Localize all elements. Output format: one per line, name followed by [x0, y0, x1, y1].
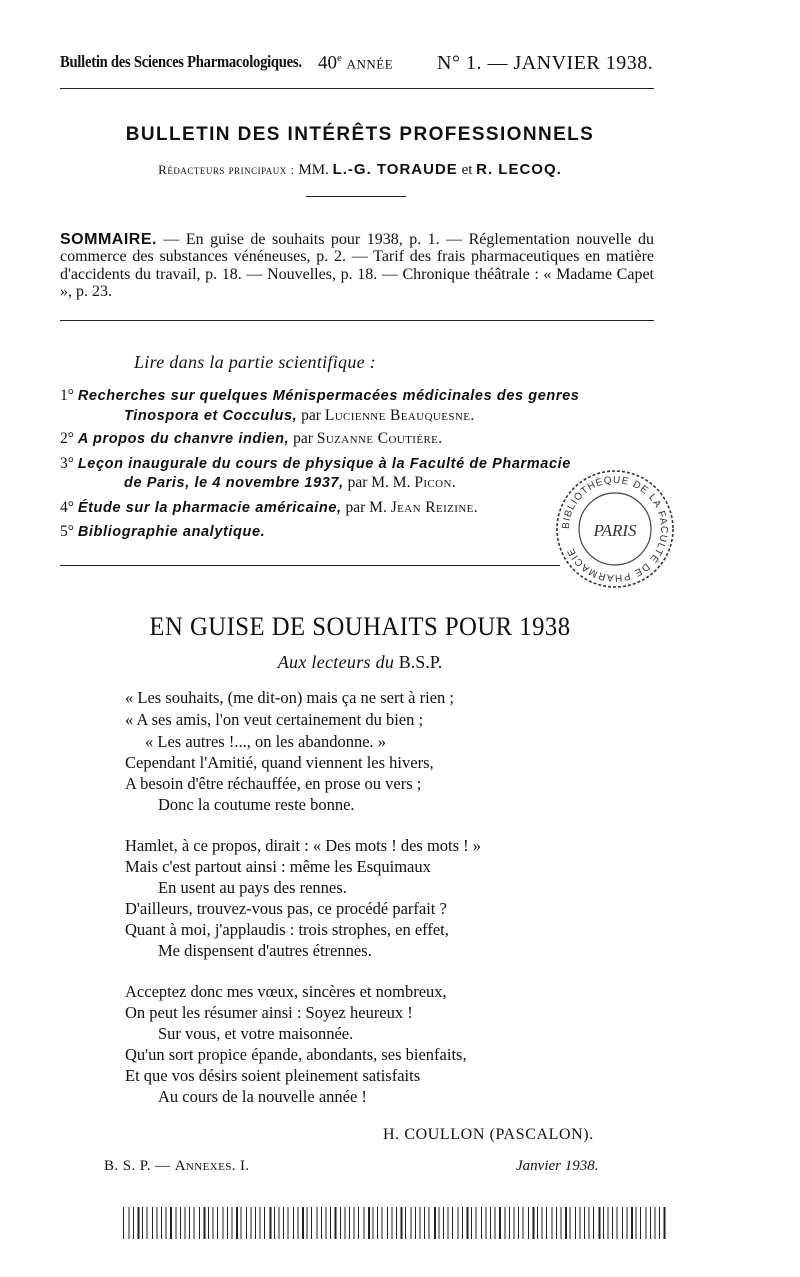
barcode-bar — [194, 1207, 195, 1239]
scientific-heading: Lire dans la partie scientifique : — [134, 352, 377, 372]
barcode-bar — [129, 1207, 130, 1239]
barcode-bar — [147, 1207, 148, 1239]
barcode-bar — [439, 1207, 440, 1239]
barcode-bar — [293, 1207, 294, 1239]
barcode-bar — [217, 1207, 218, 1239]
barcode-bar — [387, 1207, 388, 1239]
article-title: EN GUISE DE SOUHAITS POUR 1938 — [149, 612, 571, 641]
poem-line: Sur vous, et votre maisonnée. — [158, 1024, 354, 1043]
bulletin-title: BULLETIN DES INTÉRÊTS PROFESSIONNELS — [125, 124, 595, 145]
barcode-bar — [580, 1207, 581, 1239]
barcode-bar — [627, 1207, 628, 1239]
barcode-bar — [330, 1207, 331, 1239]
barcode-bar — [241, 1207, 242, 1239]
barcode-bar — [302, 1207, 304, 1239]
journal-title: Bulletin des Sciences Pharmacologiques. — [60, 52, 302, 71]
barcode-bar — [161, 1207, 162, 1239]
barcode-bar — [486, 1207, 487, 1239]
barcode-bar — [232, 1207, 233, 1239]
barcode-bar — [589, 1207, 590, 1239]
poem-line: D'ailleurs, trouvez-vous pas, ce procédé parfait ? — [125, 899, 447, 918]
barcode-bar — [358, 1207, 359, 1239]
barcode-bar — [180, 1207, 181, 1239]
toc-item-1-cont: Tinospora et Cocculus, par Lucienne Beauquesne. — [124, 407, 475, 424]
barcode-bar — [640, 1207, 641, 1239]
barcode-bar — [345, 1207, 346, 1239]
poem-line: Quant à moi, j'applaudis : trois strophes, en effet, — [125, 920, 449, 939]
summary-paragraph: SOMMAIRE. — En guise de souhaits pour 1938, p. 1. — Réglementation nouvelle du commerce des substances vénéneuses, p. 2. — Tarif des frais pharmaceutiques en matière d'accidents du travail, p. 18. — Nouvelles, p. 18. — Chronique théâtrale : « Madame Capet », p. 23. — [60, 231, 654, 301]
barcode-bar — [123, 1207, 124, 1239]
barcode-bar — [152, 1207, 153, 1239]
barcode-bar — [246, 1207, 247, 1239]
barcode-bar — [505, 1207, 506, 1239]
poem-line: Et que vos désirs soient pleinement satisfaits — [125, 1066, 421, 1085]
summary-rule — [60, 320, 654, 321]
barcode-bar — [537, 1207, 538, 1239]
barcode-bar — [157, 1207, 158, 1239]
barcode-bar — [415, 1207, 416, 1239]
barcode-bar — [481, 1207, 482, 1239]
stamp-ring-text: BIBLIOTHÈQUE DE LA FACULTÉ DE PHARMACIE — [560, 474, 670, 584]
barcode-bar — [429, 1207, 430, 1239]
toc-item-4: 4° Étude sur la pharmacie américaine, par M. Jean Reizine. — [60, 499, 479, 516]
poem-line: Mais c'est partout ainsi : même les Esquimaux — [125, 857, 431, 876]
barcode-bar — [561, 1207, 562, 1239]
poem-line: Donc la coutume reste bonne. — [158, 795, 355, 814]
article-subtitle: Aux lecteurs du B.S.P. — [277, 652, 443, 672]
barcode-bar — [636, 1207, 637, 1239]
barcode-bar — [311, 1207, 312, 1239]
stamp-center-text: PARIS — [593, 521, 637, 540]
barcode-bar — [340, 1207, 341, 1239]
barcode-bar — [283, 1207, 284, 1239]
library-stamp — [552, 466, 678, 592]
barcode-bar — [255, 1207, 256, 1239]
barcode-bar — [533, 1207, 535, 1239]
barcode-bar — [307, 1207, 308, 1239]
barcode-bar — [317, 1207, 318, 1239]
barcode-bar — [166, 1207, 167, 1239]
barcode-bar — [552, 1207, 553, 1239]
toc-item-2: 2° A propos du chanvre indien, par Suzanne Coutière. — [60, 430, 443, 447]
header-rule — [60, 88, 654, 89]
barcode-bar — [349, 1207, 350, 1239]
volume-year: 40e ANNÉE — [318, 52, 394, 74]
barcode-bar — [546, 1207, 547, 1239]
barcode-bar — [593, 1207, 594, 1239]
barcode-bar — [298, 1207, 299, 1239]
barcode-bar — [279, 1207, 280, 1239]
barcode-bar — [321, 1207, 322, 1239]
barcode-bar — [584, 1207, 585, 1239]
toc-item-5: 5° Bibliographie analytique. — [60, 523, 266, 540]
barcode-bar — [664, 1207, 666, 1239]
barcode-bar — [420, 1207, 421, 1239]
barcode-bar — [368, 1207, 370, 1239]
barcode-bar — [570, 1207, 571, 1239]
barcode-bar — [251, 1207, 252, 1239]
barcode-bar — [612, 1207, 613, 1239]
barcode-bar — [523, 1207, 524, 1239]
barcode-bar — [223, 1207, 224, 1239]
poem-line: Au cours de la nouvelle année ! — [158, 1087, 367, 1106]
barcode-bar — [373, 1207, 374, 1239]
poem-line: On peut les résumer ainsi : Soyez heureux ! — [125, 1003, 413, 1022]
barcode-bar — [518, 1207, 519, 1239]
barcode-bar — [452, 1207, 453, 1239]
barcode-bar — [646, 1207, 647, 1239]
barcode-bar — [434, 1207, 436, 1239]
barcode-bar — [458, 1207, 459, 1239]
barcode-bar — [405, 1207, 406, 1239]
barcode-bar — [133, 1207, 134, 1239]
poem-line: Me dispensent d'autres étrennes. — [158, 941, 372, 960]
barcode-bar — [565, 1207, 567, 1239]
barcode-bar — [448, 1207, 449, 1239]
barcode-bar — [260, 1207, 261, 1239]
barcode-bar — [138, 1207, 140, 1239]
poem-line: « Les autres !..., on les abandonne. » — [145, 732, 387, 751]
poem-line: A besoin d'être réchauffée, en prose ou vers ; — [125, 774, 422, 793]
toc-item-3: 3° Leçon inaugurale du cours de physique à la Faculté de Pharmacie — [60, 455, 571, 472]
barcode-bar — [471, 1207, 472, 1239]
barcode-bar — [655, 1207, 656, 1239]
barcode-bar — [208, 1207, 209, 1239]
barcode-bar — [495, 1207, 496, 1239]
barcode-bar — [204, 1207, 206, 1239]
barcode-bar — [617, 1207, 618, 1239]
barcode-bar — [476, 1207, 477, 1239]
poem-line: « A ses amis, l'on veut certainement du bien ; — [125, 710, 424, 729]
scientific-rule — [60, 565, 560, 566]
barcode-bar — [631, 1207, 633, 1239]
barcode-bar — [392, 1207, 393, 1239]
barcode-bar — [575, 1207, 576, 1239]
barcode-bar — [364, 1207, 365, 1239]
barcode-bar — [424, 1207, 425, 1239]
barcode-bar — [185, 1207, 186, 1239]
barcode-bar — [377, 1207, 378, 1239]
editors-line: Rédacteurs principaux : MM. L.-G. TORAUDE et R. LECOQ. — [158, 161, 562, 178]
barcode-bar — [556, 1207, 557, 1239]
barcode-bar — [326, 1207, 327, 1239]
footer-date: Janvier 1938. — [516, 1158, 599, 1174]
barcode-bar — [650, 1207, 651, 1239]
barcode-bar — [227, 1207, 228, 1239]
barcode-bar — [335, 1207, 337, 1239]
barcode-bar — [382, 1207, 383, 1239]
barcode-bar — [189, 1207, 190, 1239]
barcode-bar — [499, 1207, 501, 1239]
barcode-bar — [603, 1207, 604, 1239]
barcode-bar — [401, 1207, 403, 1239]
barcode-bar — [509, 1207, 510, 1239]
issue-number: N° 1. — JANVIER 1938. — [437, 52, 654, 74]
footer-reference: B. S. P. — Annexes. I. — [104, 1158, 250, 1174]
barcode-bar — [608, 1207, 609, 1239]
poem-line: En usent au pays des rennes. — [158, 878, 347, 897]
barcode-bar — [142, 1207, 143, 1239]
barcode-bar — [176, 1207, 177, 1239]
barcode-bar — [462, 1207, 463, 1239]
barcode-bar — [170, 1207, 172, 1239]
barcode-bar — [542, 1207, 543, 1239]
barcode-bar — [213, 1207, 214, 1239]
barcode-bar — [599, 1207, 601, 1239]
barcode-bar — [396, 1207, 397, 1239]
barcode-bar — [659, 1207, 660, 1239]
short-rule — [306, 196, 406, 197]
barcode-bar — [528, 1207, 529, 1239]
barcode-bar — [270, 1207, 272, 1239]
barcode-bar — [411, 1207, 412, 1239]
barcode-bar — [490, 1207, 491, 1239]
author-signature: H. COULLON (PASCALON). — [383, 1126, 594, 1143]
poem-line: « Les souhaits, (me dit-on) mais ça ne sert à rien ; — [125, 688, 454, 707]
barcode-bar — [288, 1207, 289, 1239]
barcode-bar — [264, 1207, 265, 1239]
toc-item-1: 1° Recherches sur quelques Ménispermacées médicinales des genres — [60, 387, 580, 404]
poem-line: Qu'un sort propice épande, abondants, ses bienfaits, — [125, 1045, 467, 1064]
barcode-bar — [274, 1207, 275, 1239]
barcode-bar — [443, 1207, 444, 1239]
barcode-bar — [236, 1207, 238, 1239]
barcode-bar — [354, 1207, 355, 1239]
barcode-bar — [622, 1207, 623, 1239]
poem-line: Hamlet, à ce propos, dirait : « Des mots ! des mots ! » — [125, 836, 482, 855]
barcode — [122, 1207, 670, 1239]
poem-line: Cependant l'Amitié, quand viennent les hivers, — [125, 753, 434, 772]
toc-item-3-cont: de Paris, le 4 novembre 1937, par M. M. Picon. — [124, 474, 457, 491]
barcode-bar — [514, 1207, 515, 1239]
barcode-bar — [467, 1207, 469, 1239]
poem-line: Acceptez donc mes vœux, sincères et nombreux, — [125, 982, 447, 1001]
barcode-bar — [199, 1207, 200, 1239]
